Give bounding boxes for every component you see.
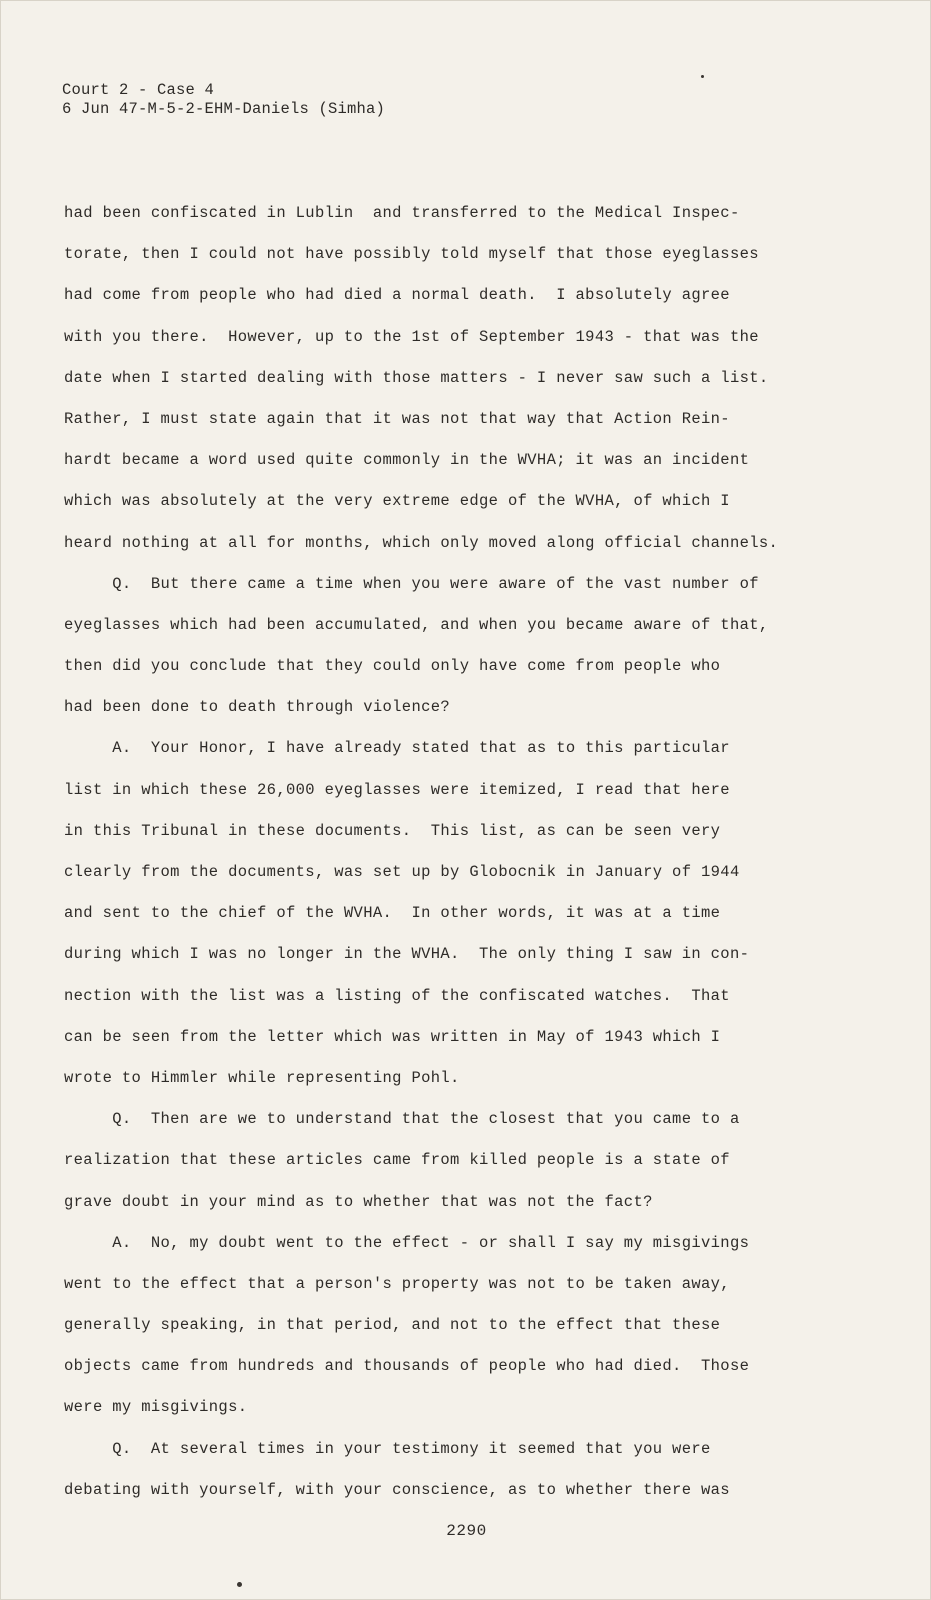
paper-speck	[701, 75, 704, 78]
answer-line: A. Your Honor, I have already stated that as to this particular	[64, 739, 730, 758]
text-line: eyeglasses which had been accumulated, and when you became aware of that,	[64, 615, 769, 634]
text-line: then did you conclude that they could only have come from people who	[64, 657, 721, 676]
text-line: torate, then I could not have possibly told myself that those eyeglasses	[64, 245, 759, 264]
text-line: Rather, I must state again that it was not that way that Action Rein-	[64, 409, 730, 428]
page-number: 2290	[446, 1522, 487, 1540]
text-line: grave doubt in your mind as to whether that was not the fact?	[64, 1192, 653, 1211]
text-line: with you there. However, up to the 1st of September 1943 - that was the	[64, 327, 759, 346]
text-line: realization that these articles came from killed people is a state of	[64, 1151, 730, 1170]
text-line: heard nothing at all for months, which only moved along official channels.	[64, 533, 779, 552]
text-line: generally speaking, in that period, and not to the effect that these	[64, 1316, 721, 1335]
text-line: objects came from hundreds and thousands of people who had died. Those	[64, 1357, 750, 1376]
text-line: were my misgivings.	[64, 1398, 248, 1417]
text-line: had been done to death through violence?	[64, 698, 451, 717]
header-date-line: 6 Jun 47-M-5-2-EHM-Daniels (Simha)	[62, 100, 386, 118]
text-line: can be seen from the letter which was written in May of 1943 which I	[64, 1027, 721, 1046]
header-court-line: Court 2 - Case 4	[62, 81, 215, 99]
question-line: Q. But there came a time when you were aware of the vast number of	[64, 574, 759, 593]
text-line: went to the effect that a person's property was not to be taken away,	[64, 1274, 730, 1293]
text-line: nection with the list was a listing of the confiscated watches. That	[64, 986, 730, 1005]
text-line: wrote to Himmler while representing Pohl.	[64, 1068, 460, 1087]
text-line: hardt became a word used quite commonly in the WVHA; it was an incident	[64, 451, 750, 470]
text-line: which was absolutely at the very extreme edge of the WVHA, of which I	[64, 492, 730, 511]
case-header	[62, 81, 385, 119]
text-line: list in which these 26,000 eyeglasses were itemized, I read that here	[64, 780, 730, 799]
question-line: Q. Then are we to understand that the closest that you came to a	[64, 1110, 740, 1129]
answer-line: A. No, my doubt went to the effect - or shall I say my misgivings	[64, 1233, 750, 1252]
question-line: Q. At several times in your testimony it seemed that you were	[64, 1439, 711, 1458]
text-line: date when I started dealing with those matters - I never saw such a list.	[64, 368, 769, 387]
text-line: in this Tribunal in these documents. This list, as can be seen very	[64, 821, 721, 840]
text-line: had been confiscated in Lublin and transferred to the Medical Inspec-	[64, 204, 740, 222]
text-line: clearly from the documents, was set up by Globocnik in January of 1944	[64, 863, 740, 881]
text-line: debating with yourself, with your conscience, as to whether there was	[64, 1480, 730, 1499]
paper-speck	[237, 1582, 242, 1587]
transcript-body	[64, 203, 884, 1521]
text-line: and sent to the chief of the WVHA. In other words, it was at a time	[64, 904, 721, 923]
text-line: during which I was no longer in the WVHA. The only thing I saw in con-	[64, 945, 750, 964]
text-line: had come from people who had died a normal death. I absolutely agree	[64, 286, 730, 305]
